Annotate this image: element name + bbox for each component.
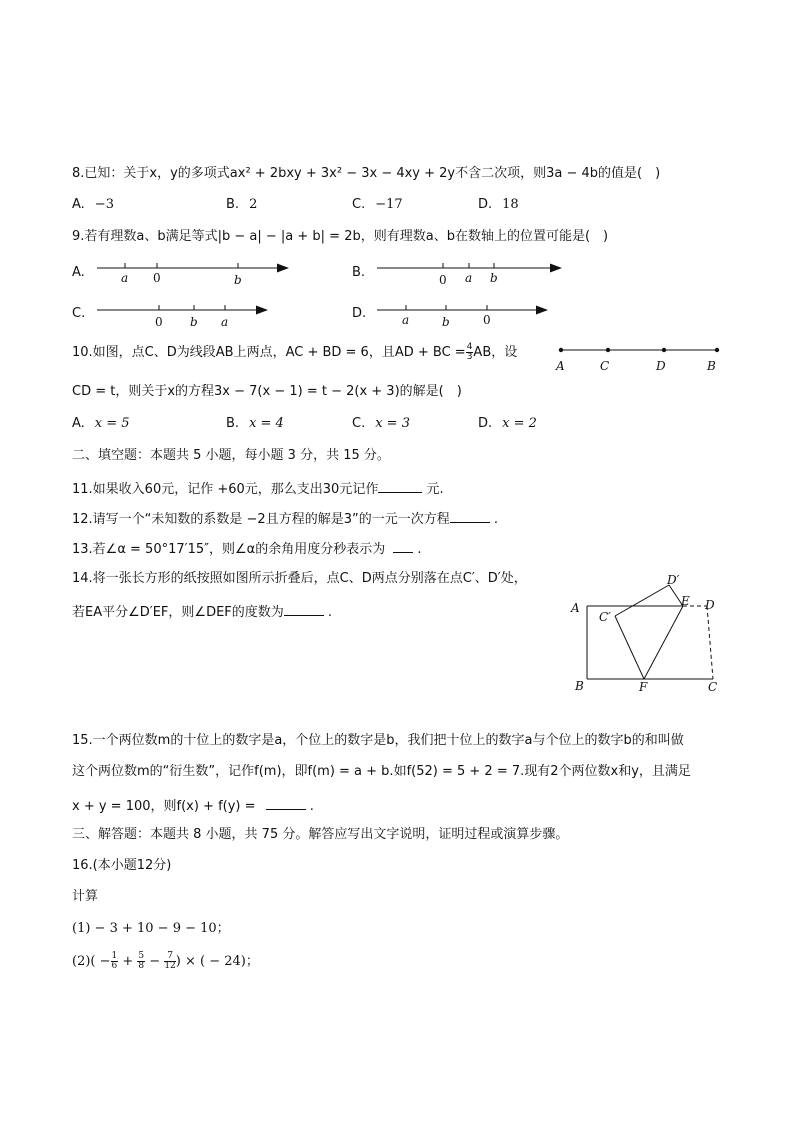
q10-option-d: [478, 415, 537, 433]
q11-unit: 元.: [422, 482, 444, 497]
fraction-numerator: 4: [466, 342, 473, 352]
point-a-label: a: [221, 315, 229, 329]
q12-stem: [72, 508, 498, 529]
fraction: [164, 952, 175, 971]
q8-option-a: [72, 196, 114, 214]
fraction: [137, 952, 145, 971]
section-heading-fill-in: 二、填空题：本题共 5 小题，每小题 3 分，共 15 分。: [72, 448, 390, 463]
option-label: C.: [352, 416, 366, 431]
q9-number-line-d: [375, 300, 555, 332]
origin-label: 0: [483, 313, 491, 327]
q10-option-a: [72, 415, 130, 433]
point-A-label: A: [571, 601, 580, 615]
q9-number-line-c: [95, 300, 275, 332]
option-label: D.: [478, 416, 493, 431]
fraction-numerator: 7: [164, 952, 175, 962]
q10-segment-figure: [552, 340, 727, 376]
option-label: A.: [72, 416, 85, 431]
option-label: B.: [226, 197, 240, 212]
q14-stem-line1: 14.将一张长方形的纸按照如图所示折叠后，点C、D两点分别落在点C′、D′处，: [72, 571, 527, 586]
point-b-label: b: [234, 273, 242, 287]
fraction-denominator: 6: [111, 961, 118, 971]
answer-blank: [378, 478, 422, 493]
option-value: x = 2: [502, 416, 537, 431]
point-B-label: B: [575, 679, 584, 693]
q15-stem-line1: 15.一个两位数m的十位上的数字是a，个位上的数字是b，我们把十位上的数字a与个位上的数字b的和叫做: [72, 733, 684, 748]
q12-end: .: [489, 512, 498, 527]
q9-option-d-label: D.: [352, 306, 367, 321]
q14-text: 若EA平分∠D′EF，则∠DEF的度数为: [72, 605, 284, 620]
q9-number-line-a: [95, 258, 295, 290]
answer-blank: [450, 508, 490, 523]
option-value: x = 3: [375, 416, 410, 431]
q8-option-b: [226, 196, 257, 214]
point-b-label: b: [190, 315, 198, 329]
option-label: D.: [478, 197, 493, 212]
option-value: 2: [249, 197, 258, 212]
expression-text: +: [118, 954, 138, 969]
q8-stem: 8.已知：关于x，y的多项式ax² + 2bxy + 3x² − 3x − 4xy + 2y不含二次项，则3a − 4b的值是( ): [72, 166, 661, 181]
point-a-label: a: [121, 271, 129, 285]
point-C-label: C: [600, 359, 610, 373]
q11-stem: [72, 478, 444, 499]
q13-end: .: [413, 542, 422, 557]
q16-part-1: (1) − 3 + 10 − 9 − 10；: [72, 921, 230, 936]
q10-option-c: [352, 415, 410, 433]
point-A-label: A: [556, 359, 565, 373]
fraction-numerator: 5: [138, 951, 145, 961]
q9-stem: 9.若有理数a、b满足等式|b − a| − |a + b| = 2b，则有理数a、b在数轴上的位置可能是( ): [72, 229, 609, 244]
point-C-prime-label: C′: [599, 610, 611, 624]
section-heading-solutions: 三、解答题：本题共 8 小题，共 75 分。解答应写出文字说明，证明过程或演算步骤。: [72, 827, 569, 842]
q16-title: 16.(本小题12分): [72, 858, 172, 873]
point-D-label: D: [705, 598, 715, 612]
option-value: x = 4: [249, 416, 284, 431]
point-F-label: F: [639, 680, 648, 694]
point-a-label: a: [402, 313, 410, 327]
answer-blank: [266, 795, 306, 810]
q15-end: .: [305, 799, 314, 814]
q15-text: x + y = 100，则f(x) + f(y) =: [72, 799, 260, 814]
fraction-numerator: 1: [111, 951, 118, 961]
answer-blank: [284, 601, 324, 616]
q10-option-b: [226, 415, 284, 433]
q12-text: 12.请写一个“未知数的系数是 −2且方程的解是3”的一元一次方程: [72, 512, 450, 527]
expression-text: ) × ( − 24)；: [175, 954, 259, 969]
point-E-label: E: [681, 594, 690, 608]
point-a-label: a: [465, 271, 473, 285]
origin-label: 0: [439, 273, 447, 287]
q15-stem-line3: [72, 795, 314, 816]
q14-end: .: [323, 605, 333, 620]
point-D-prime-label: D′: [667, 573, 680, 587]
q11-text: 11.如果收入60元，记作 +60元，那么支出30元记作: [72, 482, 379, 497]
option-value: x = 5: [94, 416, 130, 431]
q10-stem-text: 10.如图，点C、D为线段AB上两点，AC + BD = 6，且AD + BC =: [72, 345, 466, 360]
q14-fold-figure: [565, 572, 730, 697]
q10-stem-line1: [72, 343, 517, 362]
expression-text: −: [145, 954, 165, 969]
option-label: C.: [352, 197, 366, 212]
origin-label: 0: [155, 315, 163, 329]
option-value: −3: [94, 197, 114, 212]
q9-option-a-label: A.: [72, 265, 85, 280]
fraction-denominator: 8: [138, 961, 145, 971]
fraction-denominator: 12: [164, 961, 176, 971]
q16-part-2: [72, 952, 259, 971]
q13-stem: [72, 538, 421, 559]
answer-blank: [393, 538, 413, 553]
q15-stem-line2: 这个两位数m的“衍生数”，记作f(m)，即f(m) = a + b.如f(52) = 5 + 2 = 7.现有2个两位数x和y，且满足: [72, 764, 691, 779]
q10-stem-line2: CD = t，则关于x的方程3x − 7(x − 1) = t − 2(x + 3)的解是( ): [72, 384, 462, 399]
q16-instruction: 计算: [72, 889, 99, 904]
point-B-label: B: [707, 359, 716, 373]
q8-option-d: [478, 196, 519, 214]
point-b-label: b: [490, 271, 498, 285]
point-b-label: b: [442, 315, 450, 329]
q9-number-line-b: [375, 258, 570, 290]
option-value: 18: [502, 197, 519, 212]
q14-stem-line2: [72, 601, 332, 622]
q8-option-c: [352, 196, 403, 214]
q13-text: 13.若∠α = 50°17′15″，则∠α的余角用度分秒表示为: [72, 542, 386, 557]
q10-stem-text: AB，设: [473, 345, 518, 360]
option-value: −17: [375, 197, 403, 212]
point-D-label: D: [656, 359, 666, 373]
fraction-denominator: 3: [466, 352, 473, 362]
option-label: A.: [72, 197, 85, 212]
q9-option-b-label: B.: [352, 265, 366, 280]
q9-option-c-label: C.: [72, 306, 86, 321]
expression-text: (2)( −: [72, 954, 111, 969]
option-label: B.: [226, 416, 240, 431]
origin-label: 0: [153, 271, 161, 285]
point-C-label: C: [708, 680, 718, 694]
